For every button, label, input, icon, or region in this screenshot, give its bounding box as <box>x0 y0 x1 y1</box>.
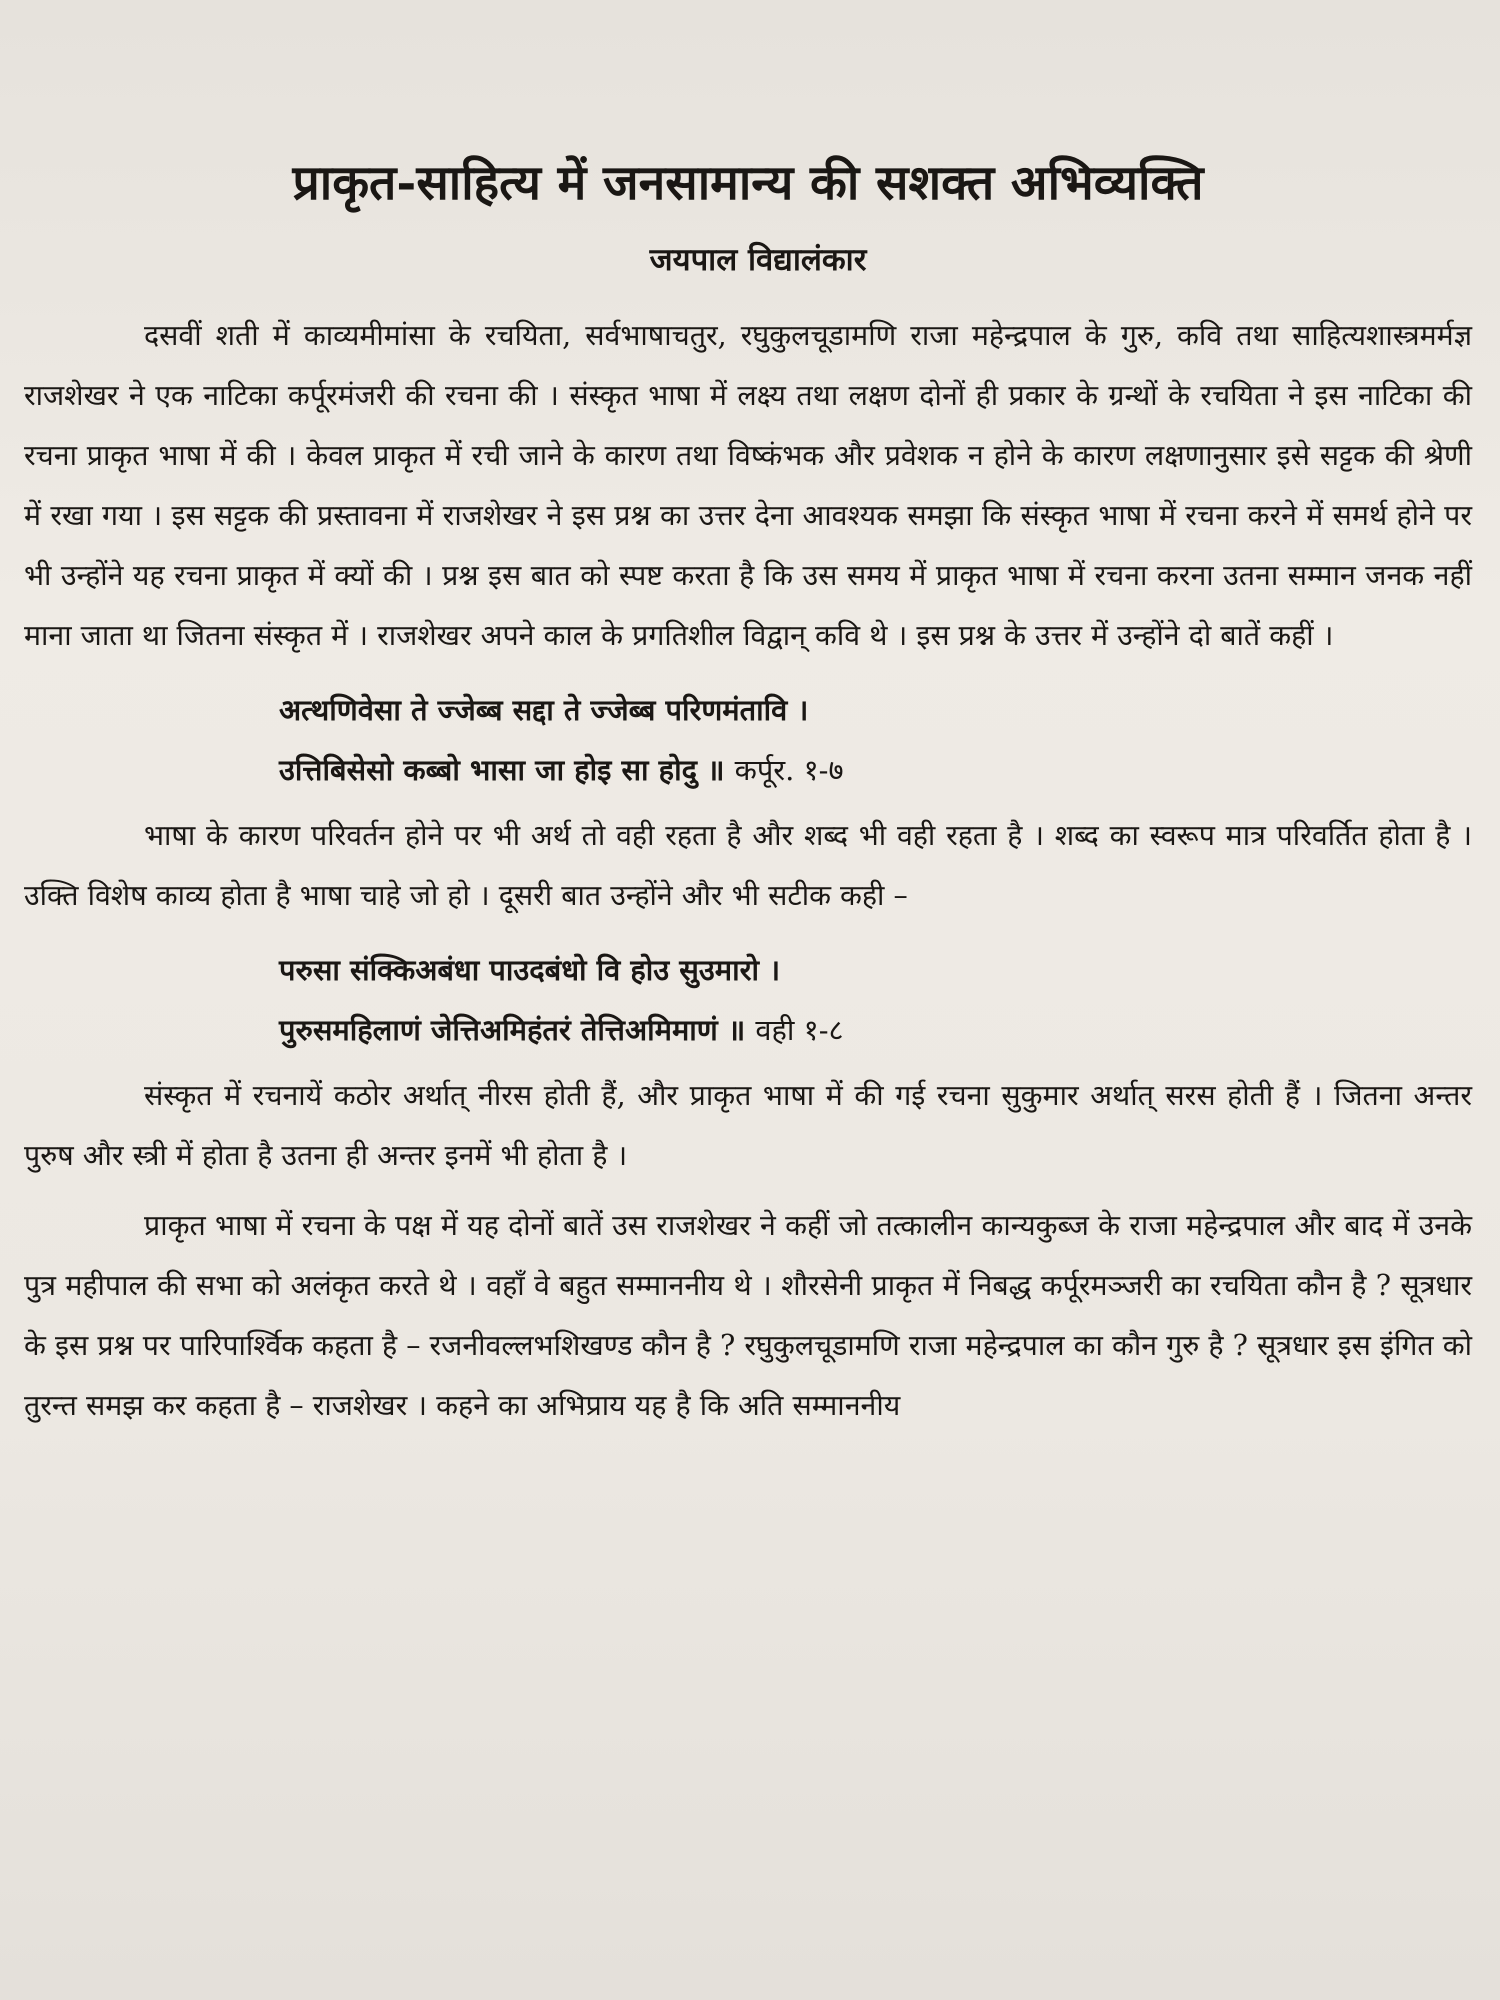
verse-1-line-2: उत्तिबिसेसो कब्बो भासा जा होइ सा होदु ॥ <box>279 753 725 787</box>
paragraph-1-text: दसवीं शती में काव्यमीमांसा के रचयिता, सर्वभाषाचतुर, रघुकुलचूडामणि राजा महेन्द्रपाल के गुरु, कवि तथा साहित्यशास्त्रमर्मज्ञ राजशेखर ने एक नाटिका कर्पूरमंजरी की रचना की । संस्कृत भाषा में लक्ष्य तथा लक्षण दोनों ही प्रकार के ग्रन्थों के रचयिता ने इस नाटिका की रचना प्राकृत भाषा में की । केवल प्राकृत में रची जाने के कारण तथा विष्कंभक और प्रवेशक न होने के कारण लक्षणानुसार इसे सट्टक की श्रेणी में रखा गया । इस सट्टक की प्रस्तावना में राजशेखर ने इस प्रश्न का उत्तर देना आवश्यक समझा कि संस्कृत भाषा में रचना करने में समर्थ होने पर भी उन्होंने यह रचना प्राकृत में क्यों की । प्रश्न इस बात को स्पष्ट करता है कि उस समय में प्राकृत भाषा में रचना करना उतना सम्मान जनक नहीं माना जाता था जितना संस्कृत में । राजशेखर अपने काल के प्रगतिशील विद्वान् कवि थे । इस प्रश्न के उत्तर में उन्होंने दो बातें कहीं । <box>24 319 1472 652</box>
page-title: प्राकृत-साहित्य में जनसामान्य की सशक्त अभिव्यक्ति <box>292 155 1204 211</box>
paragraph-2-text: भाषा के कारण परिवर्तन होने पर भी अर्थ तो वही रहता है और शब्द भी वही रहता है । शब्द का स्वरूप मात्र परिवर्तित होता है । उक्ति विशेष काव्य होता है भाषा चाहे जो हो । दूसरी बात उन्होंने और भी सटीक कही – <box>24 819 1472 912</box>
verse-2 <box>24 940 1472 1060</box>
paragraph-4 <box>24 1196 1472 1436</box>
verse-1-reference: कर्पूर. १-७ <box>734 753 844 787</box>
verse-2-reference: वही १-८ <box>755 1013 844 1047</box>
paragraph-1 <box>24 306 1472 666</box>
verse-1-line-1: अत्थणिवेसा ते ज्जेब्ब सद्दा ते ज्जेब्ब परिणमंतावि । <box>279 693 809 727</box>
verse-1 <box>24 680 1472 800</box>
paragraph-spacer <box>24 1186 1472 1196</box>
paragraph-3-text: संस्कृत में रचनायें कठोर अर्थात् नीरस होती हैं, और प्राकृत भाषा में की गई रचना सुकुमार अर्थात् सरस होती हैं । जितना अन्तर पुरुष और स्त्री में होता है उतना ही अन्तर इनमें भी होता है । <box>24 1079 1472 1172</box>
author-name: जयपाल विद्यालंकार <box>649 242 867 278</box>
paragraph-4-text: प्राकृत भाषा में रचना के पक्ष में यह दोनों बातें उस राजशेखर ने कहीं जो तत्कालीन कान्यकुब्ज के राजा महेन्द्रपाल और बाद में उनके पुत्र महीपाल की सभा को अलंकृत करते थे । वहाँ वे बहुत सम्माननीय थे । शौरसेनी प्राकृत में निबद्ध कर्पूरमञ्जरी का रचयिता कौन है ? सूत्रधार के इस प्रश्न पर पारिपार्श्विक कहता है – रजनीवल्लभशिखण्ड कौन है ? रघुकुलचूडामणि राजा महेन्द्रपाल का कौन गुरु है ? सूत्रधार इस इंगित को तुरन्त समझ कर कहता है – राजशेखर । कहने का अभिप्राय यह है कि अति सम्माननीय <box>24 1209 1472 1422</box>
paragraph-2 <box>24 806 1472 926</box>
verse-2-line-1: परुसा संक्किअबंधा पाउदबंधो वि होउ सुउमारो । <box>279 953 781 987</box>
verse-2-line-2: पुरुसमहिलाणं जेत्तिअमिहंतरं तेत्तिअमिमाणं ॥ <box>279 1013 746 1047</box>
paragraph-3 <box>24 1066 1472 1186</box>
